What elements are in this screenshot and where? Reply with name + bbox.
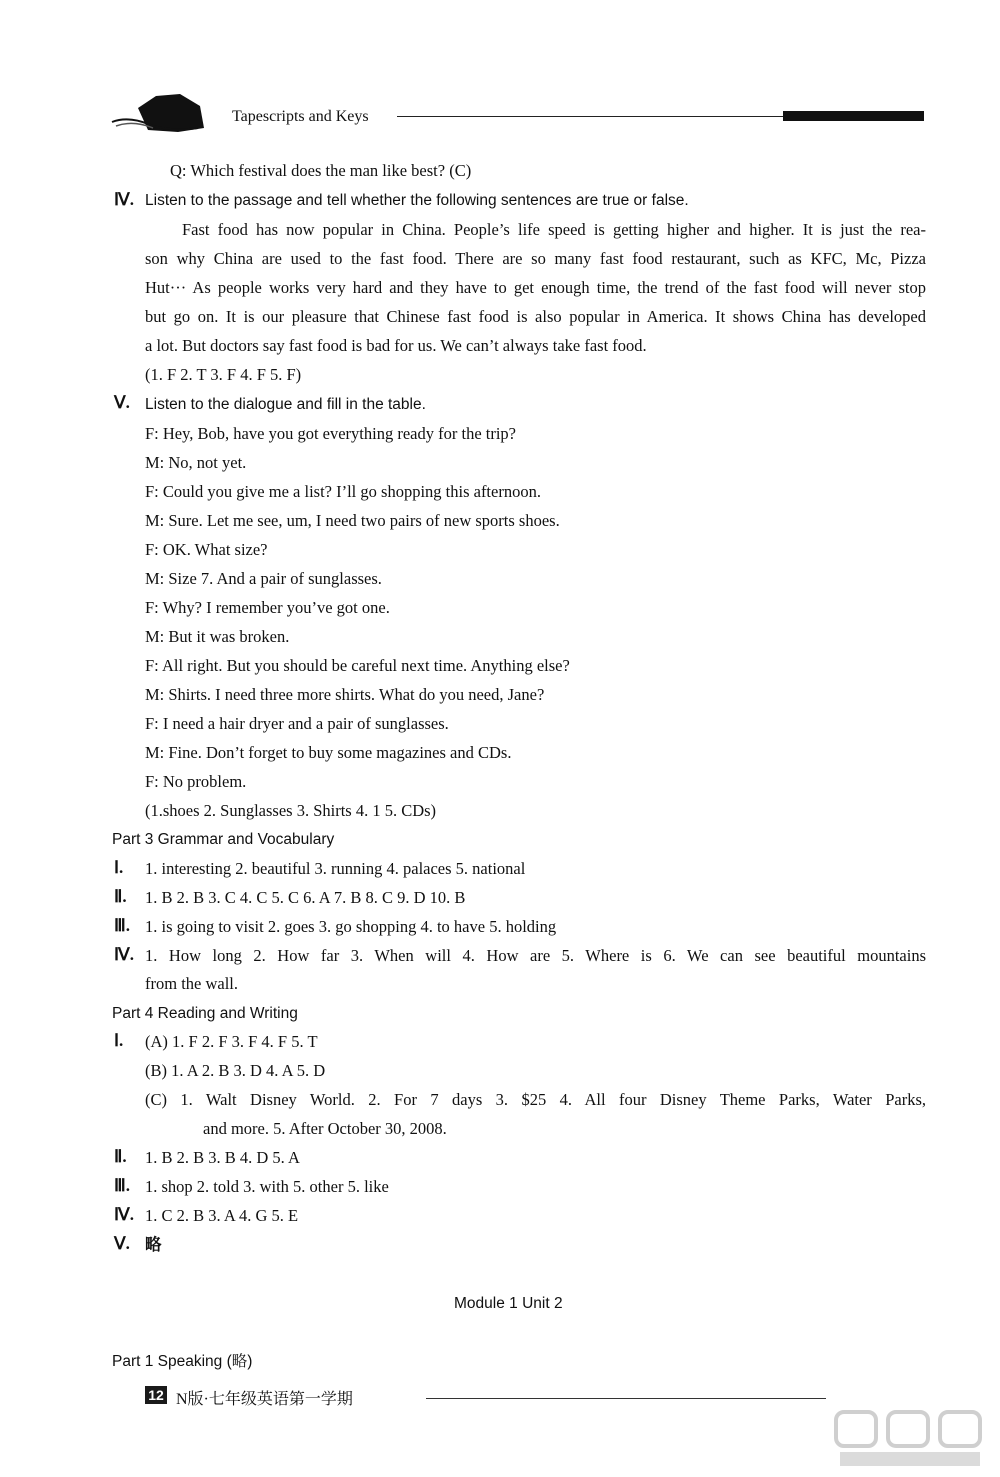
reading-i-c-answers: (C) 1. Walt Disney World. 2. For 7 days 3. $25 4. All four Disney Theme Parks, Water Parks,	[145, 1090, 926, 1109]
dialogue-line: F: All right. But you should be careful next time. Anything else?	[145, 656, 570, 675]
reading-v-number: Ⅴ.	[114, 1234, 130, 1253]
reading-iv-number: Ⅳ.	[114, 1205, 134, 1224]
passage-line-5: a lot. But doctors say fast food is bad for us. We can’t always take fast food.	[145, 336, 647, 355]
reading-i-number: Ⅰ.	[114, 1031, 124, 1050]
reading-i-b-answers: (B) 1. A 2. B 3. D 4. A 5. D	[145, 1061, 326, 1080]
passage-line-2: son why China are used to the fast food. There are so many fast food restaurant, such as KFC, Mc, Pizza	[145, 249, 926, 268]
dialogue-line: M: Shirts. I need three more shirts. What do you need, Jane?	[145, 685, 545, 704]
footer-rule	[426, 1398, 826, 1399]
question-festival: Q: Which festival does the man like best? (C)	[170, 161, 472, 180]
reading-i-c-answers-cont: and more. 5. After October 30, 2008.	[203, 1119, 447, 1138]
dialogue-line: F: No problem.	[145, 772, 247, 791]
module-heading: Module 1 Unit 2	[454, 1295, 563, 1312]
reading-iii-answers: 1. shop 2. told 3. with 5. other 5. like	[145, 1177, 389, 1196]
grammar-i-number: Ⅰ.	[114, 858, 124, 877]
dialogue-line: M: Sure. Let me see, um, I need two pairs of new sports shoes.	[145, 511, 560, 530]
dialogue-line: M: Fine. Don’t forget to buy some magazines and CDs.	[145, 743, 512, 762]
reading-v-answers: 略	[145, 1235, 162, 1254]
passage-line-3: Hut··· As people works very hard and they have to get enough time, the trend of the fast food will never stop	[145, 278, 926, 297]
dialogue-line: M: No, not yet.	[145, 453, 247, 472]
section-iv-answers: (1. F 2. T 3. F 4. F 5. F)	[145, 365, 302, 384]
section-v-number: Ⅴ.	[114, 393, 130, 412]
section-v-instruction: Listen to the dialogue and fill in the table.	[145, 396, 426, 413]
header-bar	[783, 111, 924, 121]
grammar-ii-answers: 1. B 2. B 3. C 4. C 5. C 6. A 7. B 8. C 9. D 10. B	[145, 888, 466, 907]
dialogue-line: F: Could you give me a list? I’ll go shopping this afternoon.	[145, 482, 541, 501]
section-iv-instruction: Listen to the passage and tell whether the following sentences are true or false.	[145, 192, 689, 209]
dialogue-line: M: But it was broken.	[145, 627, 290, 646]
reading-ii-number: Ⅱ.	[114, 1147, 127, 1166]
watermark-logo-icon	[830, 1408, 990, 1472]
dialogue-line: F: Hey, Bob, have you got everything ready for the trip?	[145, 424, 517, 443]
page-number: 12	[145, 1386, 167, 1404]
passage-line-4: but go on. It is our pleasure that Chinese fast food is also popular in America. It shows China has developed	[145, 307, 926, 326]
passage-line-1: Fast food has now popular in China. People’s life speed is getting higher and higher. It is just the rea-	[182, 220, 926, 239]
grammar-iv-answers-cont: from the wall.	[145, 974, 239, 993]
reading-iii-number: Ⅲ.	[114, 1176, 130, 1195]
reading-ii-answers: 1. B 2. B 3. B 4. D 5. A	[145, 1148, 300, 1167]
dialogue-line: F: OK. What size?	[145, 540, 268, 559]
section-v-answers: (1.shoes 2. Sunglasses 3. Shirts 4. 1 5. CDs)	[145, 801, 437, 820]
part-1-heading: Part 1 Speaking (略)	[112, 1353, 253, 1370]
dialogue-line: F: I need a hair dryer and a pair of sunglasses.	[145, 714, 449, 733]
reading-i-a-answers: (A) 1. F 2. F 3. F 4. F 5. T	[145, 1032, 318, 1051]
dialogue-line: M: Size 7. And a pair of sunglasses.	[145, 569, 382, 588]
dialogue-line: F: Why? I remember you’ve got one.	[145, 598, 390, 617]
header-title: Tapescripts and Keys	[232, 108, 369, 125]
reading-iv-answers: 1. C 2. B 3. A 4. G 5. E	[145, 1206, 299, 1225]
header-logo-icon	[108, 88, 208, 134]
grammar-iii-answers: 1. is going to visit 2. goes 3. go shopping 4. to have 5. holding	[145, 917, 557, 936]
grammar-ii-number: Ⅱ.	[114, 887, 127, 906]
grammar-iii-number: Ⅲ.	[114, 916, 130, 935]
grammar-i-answers: 1. interesting 2. beautiful 3. running 4. palaces 5. national	[145, 859, 526, 878]
part-4-heading: Part 4 Reading and Writing	[112, 1005, 298, 1022]
footer-book-title: N版·七年级英语第一学期	[176, 1391, 353, 1408]
grammar-iv-answers: 1. How long 2. How far 3. When will 4. How are 5. Where is 6. We can see beautiful mountains	[145, 946, 926, 965]
header-rule	[397, 116, 785, 117]
section-iv-number: Ⅳ.	[114, 190, 134, 209]
grammar-iv-number: Ⅳ.	[114, 945, 134, 964]
part-3-heading: Part 3 Grammar and Vocabulary	[112, 831, 335, 848]
